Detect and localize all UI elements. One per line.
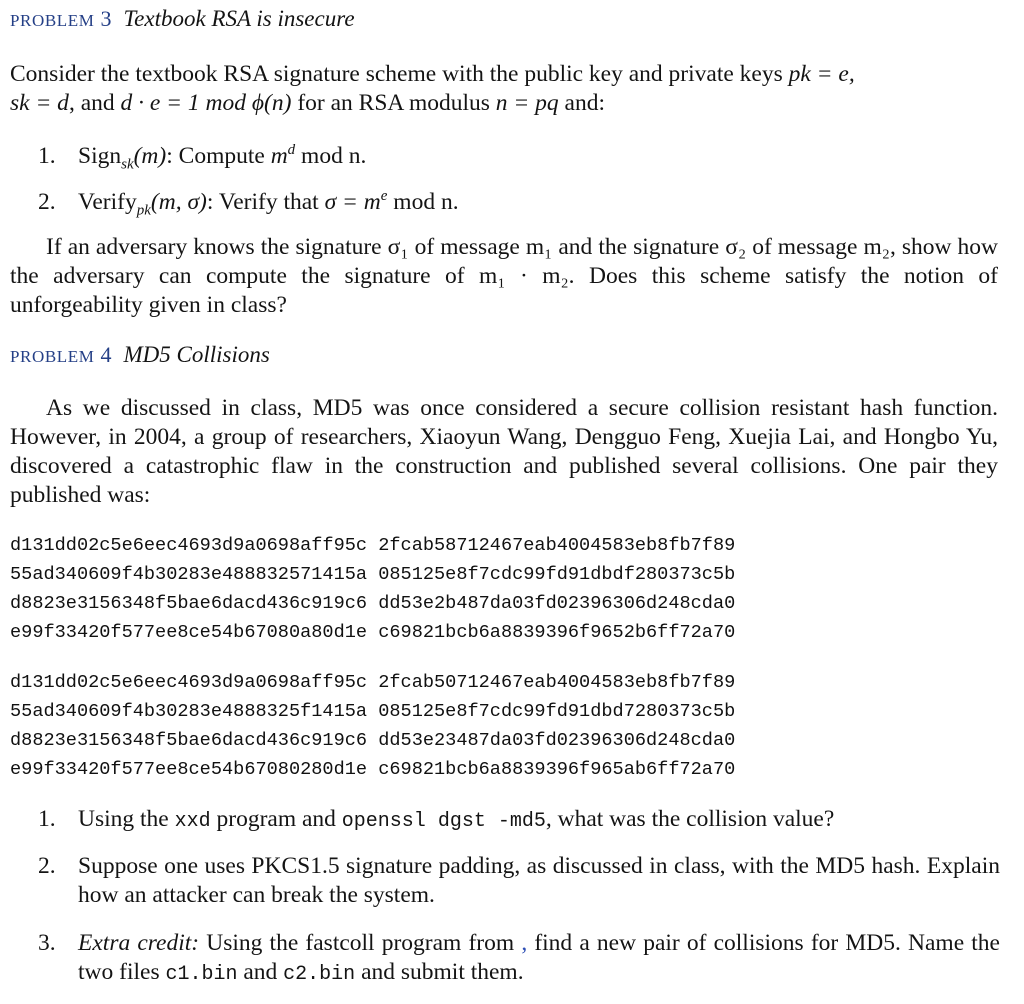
problem-label: PROBLEM xyxy=(10,347,95,366)
problem-title: Textbook RSA is insecure xyxy=(123,6,355,31)
problem-3-question: If an adversary knows the signature σ₁ of message m₁ and the signature σ₂ of message m₂, show how the adversary can compute the signature of m₁ · m₂. Does this scheme satisfy the notion of unforgeability given in class? xyxy=(10,234,998,318)
hex-line: e99f33420f577ee8ce54b67080a80d1e c69821bcb6a8839396f9652b6ff72a70 xyxy=(10,622,736,643)
code-xxd: xxd xyxy=(174,810,211,833)
sign-algorithm-item: 1. Sign$_{sk}$(m): Compute $m^d$ mod n. xyxy=(38,142,367,173)
problem-number: 3 xyxy=(100,6,112,31)
code-c1-bin: c1.bin xyxy=(165,963,238,986)
code-c2-bin: c2.bin xyxy=(283,963,356,986)
problem-label: PROBLEM xyxy=(10,11,95,30)
hex-line: 55ad340609f4b30283e488832571415a 085125e8f7cdc99fd91dbdf280373c5b xyxy=(10,564,736,585)
question-3: 3. Extra credit: Using the fastcoll program from , find a new pair of collisions for MD5. Name the two files c1.bin and c2.bin and submit them. xyxy=(38,930,1000,986)
verify-algorithm-item: 2. Verify$_{pk}$(m, σ): Verify that $\sigma = m^e$ mod n. xyxy=(38,188,459,219)
hex-line: d131dd02c5e6eec4693d9a0698aff95c 2fcab58712467eab4004583eb8fb7f89 xyxy=(10,535,736,556)
problem-3-heading xyxy=(10,6,355,32)
hex-line: 55ad340609f4b30283e4888325f1415a 085125e8f7cdc99fd91dbd7280373c5b xyxy=(10,701,736,722)
fastcoll-link[interactable]: , xyxy=(521,930,528,956)
problem-number: 4 xyxy=(100,342,112,367)
code-openssl: openssl dgst -md5 xyxy=(341,810,546,833)
problem-4-intro: As we discussed in class, MD5 was once considered a secure collision resistant hash function. However, in 2004, a group of researchers, Xiaoyun Wang, Dengguo Feng, Xuejia Lai, and Hongbo Yu, discovered a catastrophic flaw in the construction and published several collisions. One pair they published was: xyxy=(10,395,998,508)
collision-block-1 xyxy=(10,531,735,647)
hex-line: e99f33420f577ee8ce54b67080280d1e c69821bcb6a8839396f965ab6ff72a70 xyxy=(10,759,736,780)
question-1: 1. Using the xxd program and openssl dgst -md5, what was the collision value? xyxy=(38,806,835,833)
collision-block-2 xyxy=(10,668,735,784)
hex-line: d8823e3156348f5bae6dacd436c919c6 dd53e23487da03fd02396306d248cda0 xyxy=(10,730,736,751)
hex-line: d131dd02c5e6eec4693d9a0698aff95c 2fcab50712467eab4004583eb8fb7f89 xyxy=(10,672,736,693)
problem-3-intro: Consider the textbook RSA signature scheme with the public key and private keys pk = e, sk = d, and d · e = 1 mod ϕ(n) for an RSA modulus n = pq and: xyxy=(10,61,855,116)
question-2: 2. Suppose one uses PKCS1.5 signature padding, as discussed in class, with the MD5 hash. Explain how an attacker can break the system. xyxy=(38,853,1000,908)
problem-4-heading xyxy=(10,342,270,368)
problem-title: MD5 Collisions xyxy=(123,342,270,367)
hex-line: d8823e3156348f5bae6dacd436c919c6 dd53e2b487da03fd02396306d248cda0 xyxy=(10,593,736,614)
